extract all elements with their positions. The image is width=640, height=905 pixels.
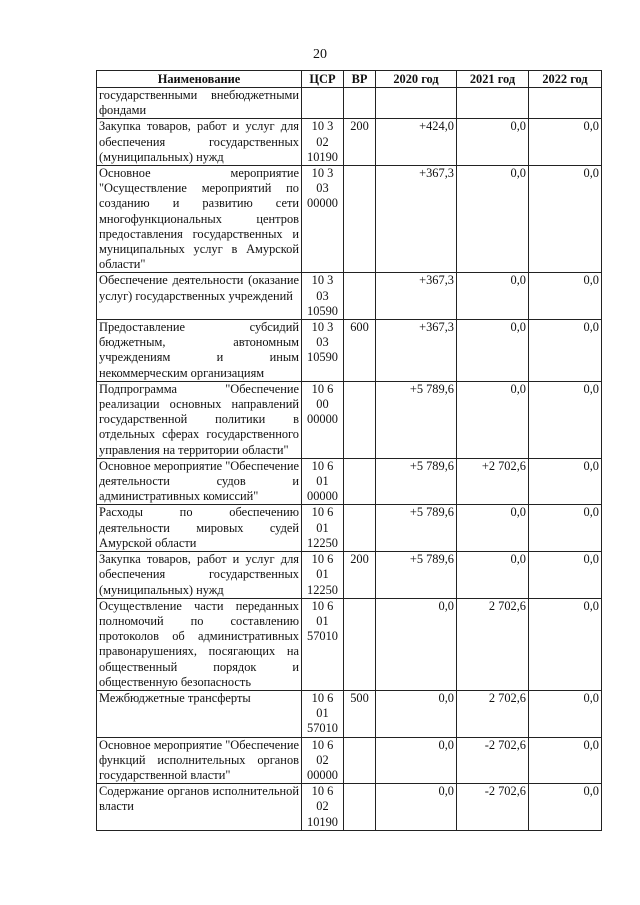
row-2022: 0,0 bbox=[529, 552, 602, 599]
row-2020: +367,3 bbox=[376, 273, 457, 320]
table-row bbox=[97, 598, 602, 690]
row-vr bbox=[344, 737, 376, 784]
row-2021: +2 702,6 bbox=[457, 458, 529, 505]
header-2022: 2022 год bbox=[529, 71, 602, 88]
row-2020: +5 789,6 bbox=[376, 381, 457, 458]
row-csr: 10 6 01 12250 bbox=[302, 552, 344, 599]
row-csr: 10 3 03 10590 bbox=[302, 273, 344, 320]
row-name: Содержание органов исполнительной власти bbox=[97, 784, 302, 831]
table-row bbox=[97, 784, 602, 831]
row-2021: 0,0 bbox=[457, 273, 529, 320]
row-name: Закупка товаров, работ и услуг для обеспечения государственных (муниципальных) нужд bbox=[97, 552, 302, 599]
row-2020: +5 789,6 bbox=[376, 552, 457, 599]
row-2021: 0,0 bbox=[457, 505, 529, 552]
table-row bbox=[97, 273, 602, 320]
row-2021: 0,0 bbox=[457, 320, 529, 382]
row-2022: 0,0 bbox=[529, 458, 602, 505]
row-vr: 200 bbox=[344, 119, 376, 166]
row-2020: 0,0 bbox=[376, 690, 457, 737]
row-2022: 0,0 bbox=[529, 273, 602, 320]
row-2022: 0,0 bbox=[529, 119, 602, 166]
row-name: государственными внебюджетными фондами bbox=[97, 88, 302, 119]
table-row bbox=[97, 381, 602, 458]
row-2020: 0,0 bbox=[376, 737, 457, 784]
table-row bbox=[97, 458, 602, 505]
row-csr: 10 6 02 10190 bbox=[302, 784, 344, 831]
row-2020: 0,0 bbox=[376, 784, 457, 831]
row-csr: 10 6 01 00000 bbox=[302, 458, 344, 505]
header-vr: ВР bbox=[344, 71, 376, 88]
row-vr bbox=[344, 505, 376, 552]
table-row bbox=[97, 690, 602, 737]
row-vr: 600 bbox=[344, 320, 376, 382]
row-vr bbox=[344, 381, 376, 458]
row-name: Подпрограмма "Обеспечение реализации основных направлений государственной политики в отдельных сферах государственного управления на территории области" bbox=[97, 381, 302, 458]
header-csr: ЦСР bbox=[302, 71, 344, 88]
table-row bbox=[97, 88, 602, 119]
row-2020: 0,0 bbox=[376, 598, 457, 690]
row-2022: 0,0 bbox=[529, 598, 602, 690]
table-header-row bbox=[97, 71, 602, 88]
row-2021 bbox=[457, 88, 529, 119]
row-2021: 0,0 bbox=[457, 119, 529, 166]
row-2020: +367,3 bbox=[376, 320, 457, 382]
row-2022: 0,0 bbox=[529, 784, 602, 831]
row-2021: -2 702,6 bbox=[457, 737, 529, 784]
row-name: Межбюджетные трансферты bbox=[97, 690, 302, 737]
row-2020 bbox=[376, 88, 457, 119]
row-vr bbox=[344, 598, 376, 690]
row-csr: 10 3 03 00000 bbox=[302, 166, 344, 273]
row-vr bbox=[344, 166, 376, 273]
header-2020: 2020 год bbox=[376, 71, 457, 88]
table-row bbox=[97, 552, 602, 599]
row-vr: 200 bbox=[344, 552, 376, 599]
row-2021: -2 702,6 bbox=[457, 784, 529, 831]
row-name: Основное мероприятие "Осуществление мероприятий по созданию и развитию сети многофункциональных центров предоставления государственных и муниципальных услуг в Амурской области" bbox=[97, 166, 302, 273]
row-2022: 0,0 bbox=[529, 737, 602, 784]
row-2021: 0,0 bbox=[457, 166, 529, 273]
row-vr bbox=[344, 784, 376, 831]
row-2020: +367,3 bbox=[376, 166, 457, 273]
row-2021: 0,0 bbox=[457, 381, 529, 458]
row-name: Закупка товаров, работ и услуг для обеспечения государственных (муниципальных) нужд bbox=[97, 119, 302, 166]
budget-table bbox=[96, 70, 602, 831]
row-2022: 0,0 bbox=[529, 690, 602, 737]
row-2021: 0,0 bbox=[457, 552, 529, 599]
row-csr: 10 6 02 00000 bbox=[302, 737, 344, 784]
row-2022 bbox=[529, 88, 602, 119]
row-csr: 10 3 03 10590 bbox=[302, 320, 344, 382]
row-vr bbox=[344, 273, 376, 320]
row-name: Основное мероприятие "Обеспечение деятельности судов и административных комиссий" bbox=[97, 458, 302, 505]
row-2022: 0,0 bbox=[529, 320, 602, 382]
row-name: Основное мероприятие "Обеспечение функций исполнительных органов государственной власти" bbox=[97, 737, 302, 784]
row-name: Предоставление субсидий бюджетным, автономным учреждениям и иным некоммерческим организациям bbox=[97, 320, 302, 382]
table-row bbox=[97, 166, 602, 273]
table-row bbox=[97, 505, 602, 552]
header-2021: 2021 год bbox=[457, 71, 529, 88]
header-name: Наименование bbox=[97, 71, 302, 88]
table-row bbox=[97, 119, 602, 166]
row-csr bbox=[302, 88, 344, 119]
row-name: Расходы по обеспечению деятельности мировых судей Амурской области bbox=[97, 505, 302, 552]
page-number: 20 bbox=[313, 47, 327, 62]
table-row bbox=[97, 737, 602, 784]
row-2021: 2 702,6 bbox=[457, 598, 529, 690]
row-name: Обеспечение деятельности (оказание услуг) государственных учреждений bbox=[97, 273, 302, 320]
row-csr: 10 6 01 12250 bbox=[302, 505, 344, 552]
row-2021: 2 702,6 bbox=[457, 690, 529, 737]
row-vr: 500 bbox=[344, 690, 376, 737]
row-csr: 10 3 02 10190 bbox=[302, 119, 344, 166]
table-row bbox=[97, 320, 602, 382]
row-2022: 0,0 bbox=[529, 381, 602, 458]
row-2022: 0,0 bbox=[529, 166, 602, 273]
row-csr: 10 6 01 57010 bbox=[302, 598, 344, 690]
row-2020: +424,0 bbox=[376, 119, 457, 166]
row-2020: +5 789,6 bbox=[376, 505, 457, 552]
row-name: Осуществление части переданных полномочий по составлению протоколов об административных правонарушениях, посягающих на общественный порядок и общественную безопасность bbox=[97, 598, 302, 690]
row-csr: 10 6 01 57010 bbox=[302, 690, 344, 737]
row-csr: 10 6 00 00000 bbox=[302, 381, 344, 458]
row-2022: 0,0 bbox=[529, 505, 602, 552]
row-vr bbox=[344, 88, 376, 119]
row-vr bbox=[344, 458, 376, 505]
row-2020: +5 789,6 bbox=[376, 458, 457, 505]
